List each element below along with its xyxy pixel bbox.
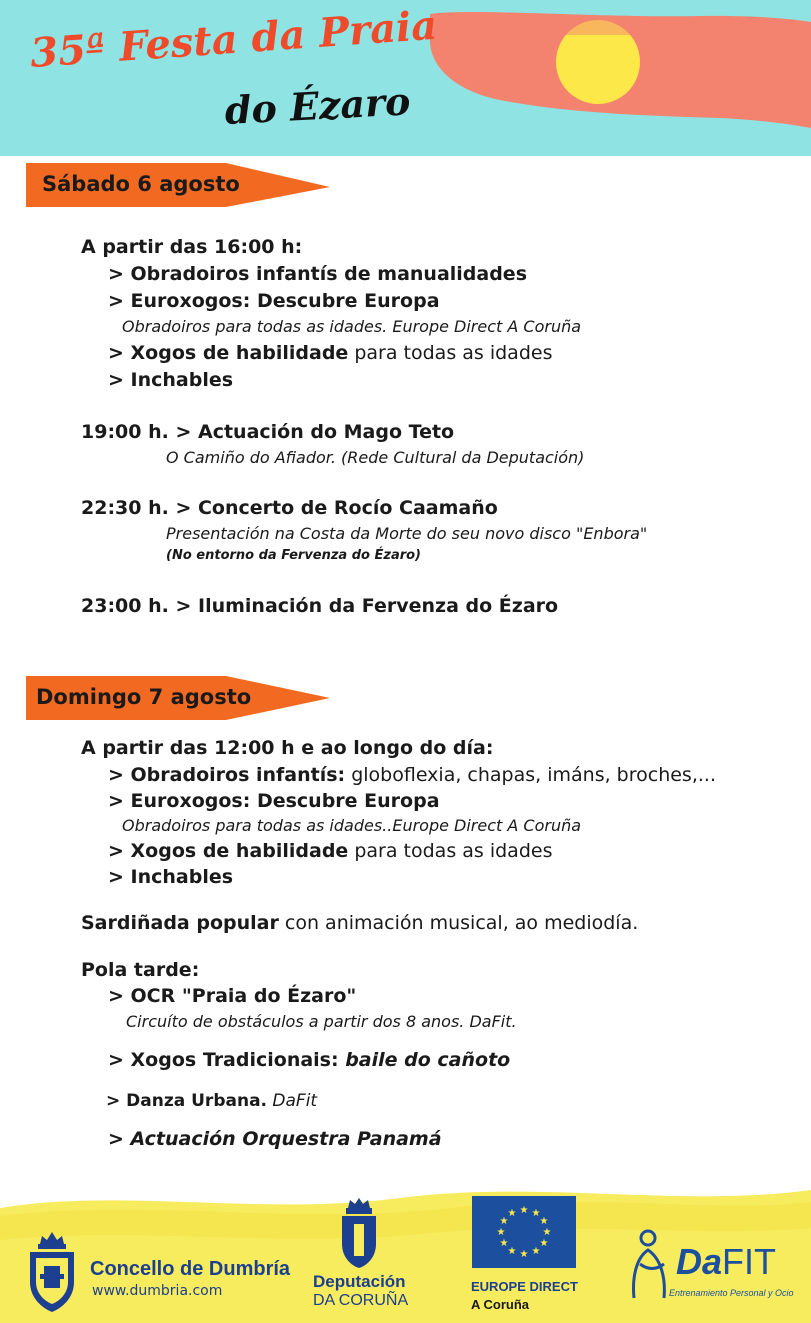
sunday-heading: Domingo 7 agosto: [36, 685, 252, 709]
svg-text:★: ★: [507, 1208, 517, 1219]
sunday-item-urban-dance: > Danza Urbana. DaFit: [106, 1091, 318, 1111]
sunday-item-traditional-games: > Xogos Tradicionais: baile do cañoto: [108, 1049, 511, 1071]
europe-direct-name: EUROPE DIRECT: [471, 1279, 578, 1294]
svg-text:★: ★: [539, 1216, 549, 1227]
europe-direct-city: A Coruña: [471, 1297, 530, 1312]
festival-title: 35ª Festa da Praia: [28, 1, 439, 78]
saturday-item-inflatables: > Inchables: [108, 369, 234, 391]
sunday-item-ocr-note: Circuíto de obstáculos a partir dos 8 anos. DaFit.: [126, 1012, 517, 1031]
saturday-event-concert-location: (No entorno da Fervenza do Ézaro): [166, 548, 421, 563]
svg-text:★: ★: [519, 1205, 529, 1216]
saturday-event-concert: 22:30 h. > Concerto de Rocío Caamaño: [81, 497, 498, 519]
deputacion-name: Deputación: [313, 1272, 406, 1291]
dafit-tagline: Entrenamiento Personal y Ocio: [669, 1288, 794, 1298]
saturday-event-illumination: 23:00 h. > Iluminación da Fervenza do Ézaro: [81, 595, 559, 617]
saturday-item-workshops: > Obradoiros infantís de manualidades: [108, 263, 528, 285]
sunday-item-orchestra: > Actuación Orquestra Panamá: [108, 1128, 442, 1150]
concello-url: www.dumbria.com: [92, 1283, 223, 1299]
header-banner: [0, 0, 811, 156]
sunday-from-label: A partir das 12:00 h e ao longo do día:: [81, 737, 494, 759]
saturday-item-euroxogos-note: Obradoiros para todas as idades. Europe Direct A Coruña: [122, 317, 582, 336]
deputacion-city: DA CORUÑA: [313, 1292, 409, 1309]
svg-text:★: ★: [499, 1238, 509, 1249]
sunday-sardine-feast: Sardiñada popular con animación musical, ao mediodía.: [81, 912, 639, 934]
sunday-item-inflatables: > Inchables: [108, 866, 234, 888]
saturday-event-concert-note: Presentación na Costa da Morte do seu novo disco "Enbora": [166, 524, 648, 543]
saturday-event-magician-note: O Camiño do Afiador. (Rede Cultural da Deputación): [166, 448, 585, 467]
sponsors-footer: [0, 1168, 811, 1323]
saturday-item-skill-games: > Xogos de habilidade para todas as idades: [108, 342, 553, 364]
sunday-item-workshops: > Obradoiros infantís: globoflexia, chapas, imáns, broches,...: [108, 764, 716, 786]
svg-text:★: ★: [507, 1246, 517, 1257]
svg-text:★: ★: [539, 1238, 549, 1249]
svg-text:★: ★: [531, 1208, 541, 1219]
svg-text:★: ★: [542, 1227, 552, 1238]
svg-text:★: ★: [531, 1246, 541, 1257]
festival-subtitle: do Ézaro: [223, 78, 412, 133]
concello-name: Concello de Dumbría: [90, 1258, 291, 1280]
svg-text:★: ★: [519, 1249, 529, 1260]
deputacion-crest-icon: [336, 1198, 382, 1270]
eu-flag-icon: [472, 1196, 576, 1268]
saturday-item-euroxogos: > Euroxogos: Descubre Europa: [108, 290, 440, 312]
saturday-heading: Sábado 6 agosto: [42, 172, 240, 196]
sunday-item-euroxogos-note: Obradoiros para todas as idades..Europe Direct A Coruña: [122, 816, 582, 835]
svg-text:★: ★: [496, 1227, 506, 1238]
sunday-item-ocr: > OCR "Praia do Ézaro": [108, 985, 357, 1007]
sunday-afternoon-label: Pola tarde:: [81, 959, 200, 981]
dafit-logo: DaFIT: [676, 1241, 777, 1282]
svg-text:★: ★: [499, 1216, 509, 1227]
saturday-from-label: A partir das 16:00 h:: [81, 236, 303, 258]
sunday-item-skill-games: > Xogos de habilidade para todas as idades: [108, 840, 553, 862]
dumbria-crest-icon: [24, 1230, 80, 1314]
saturday-event-magician: 19:00 h. > Actuación do Mago Teto: [81, 421, 455, 443]
sunday-item-euroxogos: > Euroxogos: Descubre Europa: [108, 790, 440, 812]
